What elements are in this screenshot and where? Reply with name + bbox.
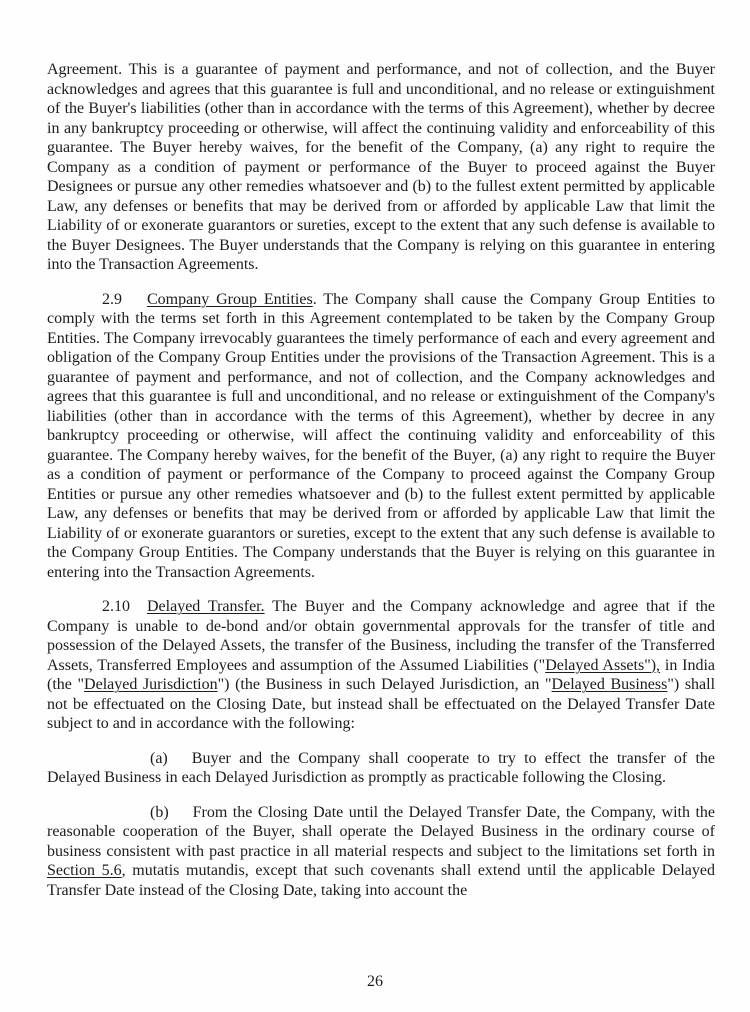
paragraph-sub-a bbox=[47, 749, 715, 788]
underlined-term: Delayed Assets"), bbox=[545, 656, 661, 674]
text-run: (a) bbox=[150, 749, 168, 767]
text-run: , mutatis mutandis, except that such covenants shall extend until the applicable Delayed Transfer Date instead of the Closing Date, taking into account the bbox=[47, 862, 715, 899]
text-run: ") (the Business in such Delayed Jurisdiction, an " bbox=[217, 676, 552, 693]
paragraph-continuation bbox=[47, 60, 715, 275]
paragraph-sub-b bbox=[47, 803, 715, 901]
text-run: . The Company shall cause the Company Group Entities to comply with the terms set forth in this Agreement contemplated to be taken by the Company Group Entities. The Company irrevocably guarantees the timely performance of each and every agreement and obligation of the Company Group Entities under the provisions of the Transaction Agreement. This is a guarantee of payment and performance, and not of collection, and the Company acknowledges and agrees that this guarantee is full and unconditional, and no release or extinguishment of the Company's liabilities (other than in accordance with the terms of this Agreement), whether by decree in any bankruptcy proceeding or otherwise, will affect the continuing validity and enforceability of this guarantee. The Company hereby waives, for the benefit of the Buyer, (a) any right to require the Buyer as a condition of payment or performance of the Company to proceed against the Company Group Entities or pursue any other remedies whatsoever and (b) to the fullest extent permitted by applicable Law, any defenses or benefits that may be derived from or afforded by applicable Law that limit the Liability of or exonerate guarantors or sureties, except to the extent that any such defense is available to the Company Group Entities. The Company understands that the Buyer is relying on this guarantee in entering into the Transaction Agreements. bbox=[47, 290, 716, 581]
underlined-term: Delayed Jurisdiction bbox=[84, 676, 218, 693]
text-run: (b) bbox=[150, 803, 169, 821]
text-run: The Buyer and the Company acknowledge and agree that if the Company is unable to de-bond and/or obtain governmental approvals for the transfer of title and possession of the Delayed Assets, the transfer of the Business, including the transfer of the Transferred Assets, Transferred Employees and assumption of the Assumed Liabilities (" bbox=[47, 598, 715, 674]
underlined-term: Delayed Business bbox=[551, 676, 668, 693]
underlined-term: Delayed Transfer. bbox=[147, 598, 265, 615]
text-run: Agreement. This is a guarantee of payment and performance, and not of collection, and the Buyer acknowledges and agrees that this guarantee is full and unconditional, and no release or extinguishment of the Buyer's liabilities (other than in accordance with the terms of this Agreement), whether by decree in any bankruptcy proceeding or otherwise, will affect the continuing validity and enforceability of this guarantee. The Buyer hereby waives, for the benefit of the Company, (a) any right to require the Company as a condition of payment or performance of the Buyer to proceed against the Buyer Designees or pursue any other remedies whatsoever and (b) to the fullest extent permitted by applicable Law, any defenses or benefits that may be derived from or afforded by applicable Law that limit the Liability of or exonerate guarantors or sureties, except to the extent that any such defense is available to the Buyer Designees. The Buyer understands that the Company is relying on this guarantee in entering into the Transaction Agreements. bbox=[47, 61, 715, 273]
text-run: From the Closing Date until the Delayed Transfer Date, the Company, with the reasonable cooperation of the Buyer, shall operate the Delayed Business in the ordinary course of business consistent with past practice in all material respects and subject to the limitations set forth in bbox=[47, 803, 715, 860]
underlined-term: Company Group Entities bbox=[147, 290, 313, 308]
text-run: ") shall not be effectuated on the Closing Date, but instead shall be effectuated on the Delayed Transfer Date subject to and in accordance with the following: bbox=[47, 676, 716, 732]
paragraph-section-2-9 bbox=[47, 290, 715, 583]
paragraph-section-2-10 bbox=[47, 597, 715, 734]
text-run: 2.9 bbox=[102, 290, 122, 308]
underlined-term: Section 5.6 bbox=[47, 862, 122, 879]
text-run: in India (the " bbox=[47, 656, 715, 693]
document-body bbox=[47, 60, 715, 915]
text-run: Buyer and the Company shall cooperate to try to effect the transfer of the Delayed Business in each Delayed Jurisdiction as promptly as practicable following the Closing. bbox=[47, 749, 715, 786]
page-number: 26 bbox=[367, 972, 383, 990]
text-run: 2.10 bbox=[102, 598, 130, 615]
